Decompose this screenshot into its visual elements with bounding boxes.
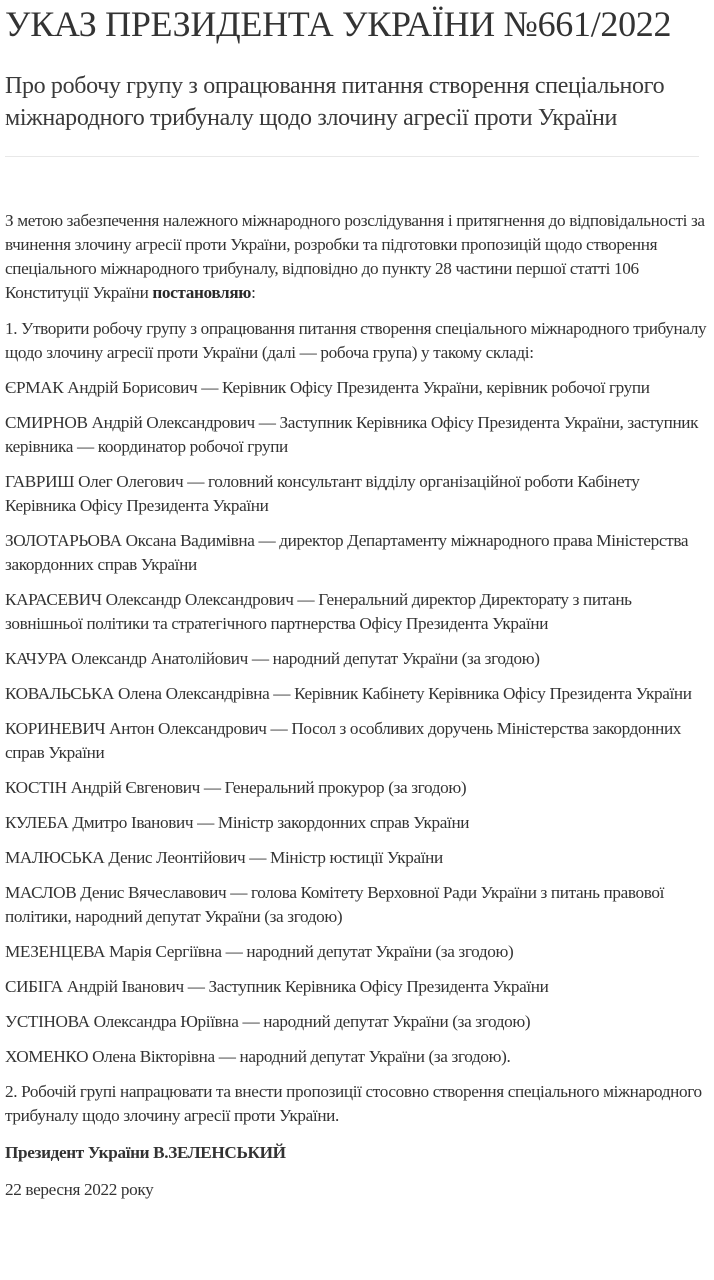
member-item: ГАВРИШ Олег Олегович — головний консультант відділу організаційної роботи Кабінету Керівника Офісу Президента України: [5, 472, 640, 515]
member-item: КОРИНЕВИЧ Антон Олександрович — Посол з особливих доручень Міністерства закордонних справ України: [5, 719, 682, 762]
member-item: КОВАЛЬСЬКА Олена Олександрівна — Керівник Кабінету Керівника Офісу Президента України: [5, 684, 692, 703]
preamble-decree-word: постановляю: [152, 283, 252, 302]
member-item: КУЛЕБА Дмитро Іванович — Міністр закордонних справ України: [5, 813, 470, 832]
member-item: МАЛЮСЬКА Денис Леонтійович — Міністр юстиції України: [5, 848, 443, 867]
clause-1: 1. Утворити робочу групу з опрацювання питання створення спеціального міжнародного трибуналу щодо злочину агресії проти України (далі — робоча група) у такому складі:: [5, 319, 707, 362]
header-divider: [5, 156, 699, 157]
member-item: ЄРМАК Андрій Борисович — Керівник Офісу Президента України, керівник робочої групи: [5, 378, 650, 397]
working-group-members: [5, 376, 707, 1069]
presidential-signature: Президент України В.ЗЕЛЕНСЬКИЙ: [5, 1143, 286, 1162]
preamble-text: З метою забезпечення належного міжнародного розслідування і притягнення до відповідальності за вчинення злочину агресії проти України, розробки та підготовки пропозицій щодо створення спеціального міжнародного трибуналу, відповідно до пункту 28 частини першої статті 106 Конституції України: [5, 211, 705, 302]
member-item: КАЧУРА Олександр Анатолійович — народний депутат України (за згодою): [5, 649, 540, 668]
member-item: СИБІГА Андрій Іванович — Заступник Керівника Офісу Президента України: [5, 977, 549, 996]
decree-subtitle: Про робочу групу з опрацювання питання створення спеціального міжнародного трибуналу щодо злочину агресії проти України: [5, 73, 665, 131]
member-item: УСТІНОВА Олександра Юріївна — народний депутат України (за згодою): [5, 1012, 531, 1031]
member-item: СМИРНОВ Андрій Олександрович — Заступник Керівника Офісу Президента України, заступник керівника — координатор робочої групи: [5, 413, 699, 456]
clause-2: 2. Робочій групі напрацювати та внести пропозиції стосовно створення спеціального міжнародного трибуналу щодо злочину агресії проти України.: [5, 1082, 702, 1125]
member-item: КОСТІН Андрій Євгенович — Генеральний прокурор (за згодою): [5, 778, 467, 797]
member-item: ХОМЕНКО Олена Вікторівна — народний депутат України (за згодою).: [5, 1047, 511, 1066]
member-item: МЕЗЕНЦЕВА Марія Сергіївна — народний депутат України (за згодою): [5, 942, 514, 961]
member-item: КАРАСЕВИЧ Олександр Олександрович — Генеральний директор Директорату з питань зовнішньої політики та стратегічного партнерства Офісу Президента України: [5, 590, 632, 633]
decree-title: УКАЗ ПРЕЗИДЕНТА УКРАЇНИ №661/2022: [5, 4, 672, 44]
decree-body: [5, 209, 707, 1202]
member-item: ЗОЛОТАРЬОВА Оксана Вадимівна — директор Департаменту міжнародного права Міністерства закордонних справ України: [5, 531, 689, 574]
decree-date: 22 вересня 2022 року: [5, 1180, 154, 1199]
preamble-tail: :: [251, 283, 256, 302]
member-item: МАСЛОВ Денис Вячеславович — голова Комітету Верховної Ради України з питань правової політики, народний депутат України (за згодою): [5, 883, 665, 926]
preamble-paragraph: [5, 209, 707, 305]
